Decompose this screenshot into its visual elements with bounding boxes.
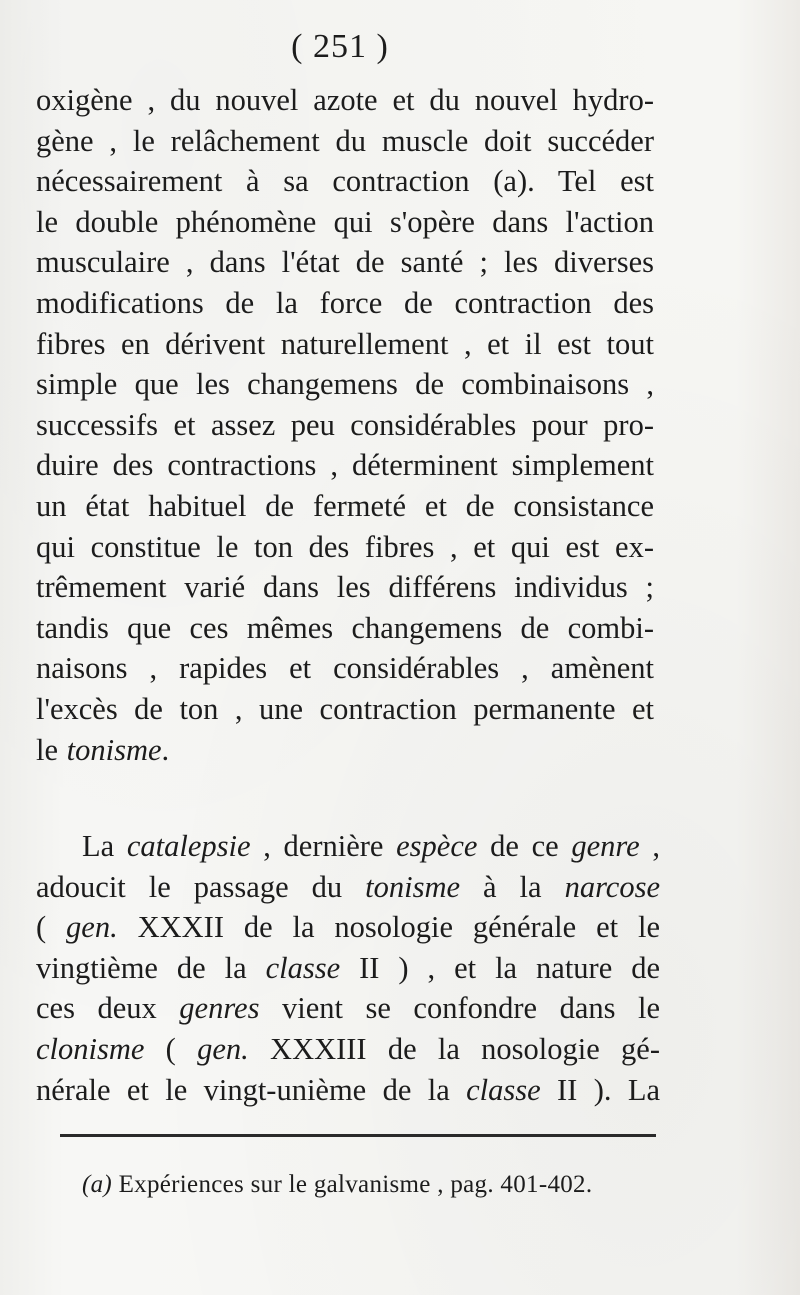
text-line: simple que les changemens de combinaisons , (36, 367, 654, 402)
italic-term: tonisme (365, 869, 461, 904)
text-run: nérale et le vingt-unième de la (36, 1072, 467, 1107)
text-line: successifs et assez peu considérables pour pro- (36, 407, 654, 442)
footnote-rule (60, 1134, 656, 1137)
italic-term: catalepsie (126, 829, 251, 863)
text-line (36, 826, 660, 867)
italic-term: genre (571, 829, 640, 863)
text-line: qui constitue le ton des fibres , et qui est ex- (36, 529, 654, 564)
italic-term: espèce (396, 829, 478, 863)
text-run: II ) , et la nature de (340, 950, 660, 985)
italic-term: classe (265, 950, 341, 985)
italic-term: narcose (564, 869, 660, 904)
text-run: à la (460, 869, 565, 904)
italic-term: gen. (197, 1031, 249, 1066)
text-line: un état habituel de fermeté et de consistance (36, 488, 654, 523)
text-line: modifications de la force de contraction des (36, 285, 654, 320)
text-line (36, 1029, 660, 1070)
text-line: trêmement varié dans les différens individus ; (36, 570, 654, 605)
text-run: ( (144, 1031, 198, 1066)
paragraph-1 (36, 80, 654, 770)
text-run: ces deux (36, 991, 180, 1026)
text-run: le (36, 732, 67, 767)
text-run: XXXIII de la nosologie gé- (248, 1031, 660, 1066)
footnote (82, 1170, 672, 1200)
paragraph-2 (36, 826, 660, 1110)
italic-term: clonisme (36, 1031, 145, 1066)
text-line: le double phénomène qui s'opère dans l'action (36, 204, 654, 239)
italic-term: classe (466, 1072, 541, 1107)
text-line: oxigène , du nouvel azote et du nouvel hydro- (36, 83, 654, 117)
italic-term: gen. (66, 910, 118, 945)
text-line: l'excès de ton , une contraction permanente et (36, 691, 654, 726)
text-line: duire des contractions , déterminent simplement (36, 448, 654, 483)
text-line (36, 867, 660, 908)
text-line: naisons , rapides et considérables , amènent (36, 651, 654, 686)
page-number: ( 251 ) (291, 28, 389, 65)
text-line: musculaire , dans l'état de santé ; les diverses (36, 245, 654, 280)
text-line (36, 948, 660, 989)
text-line: tandis que ces mêmes changemens de combi- (36, 610, 654, 645)
text-line: gène , le relâchement du muscle doit succéder (36, 123, 654, 158)
text-line (36, 988, 660, 1029)
italic-term: tonisme (66, 732, 162, 767)
text-run: La (82, 829, 127, 863)
text-run: , dernière (250, 829, 397, 863)
footnote-text: Expériences sur le galvanisme , pag. 401-402. (112, 1171, 593, 1198)
text-line (36, 1070, 660, 1111)
text-run: , (639, 829, 661, 863)
text-run: XXXII de la nosologie générale et le (117, 910, 660, 945)
text-line-last (36, 730, 654, 771)
text-run: ( (36, 910, 67, 945)
text-run: vient se confondre dans le (259, 991, 661, 1026)
text-line: nécessairement à sa contraction (a). Tel est (36, 164, 654, 199)
text-line: fibres en dérivent naturellement , et il est tout (36, 326, 654, 361)
text-run: vingtième de la (36, 950, 266, 985)
footnote-mark: (a) (82, 1171, 113, 1198)
text-line (36, 907, 660, 948)
text-run: de ce (477, 829, 572, 863)
text-run: . (161, 732, 170, 767)
text-run: adoucit le passage du (36, 869, 366, 904)
italic-term: genres (179, 991, 260, 1026)
text-run: II ). La (540, 1072, 660, 1107)
